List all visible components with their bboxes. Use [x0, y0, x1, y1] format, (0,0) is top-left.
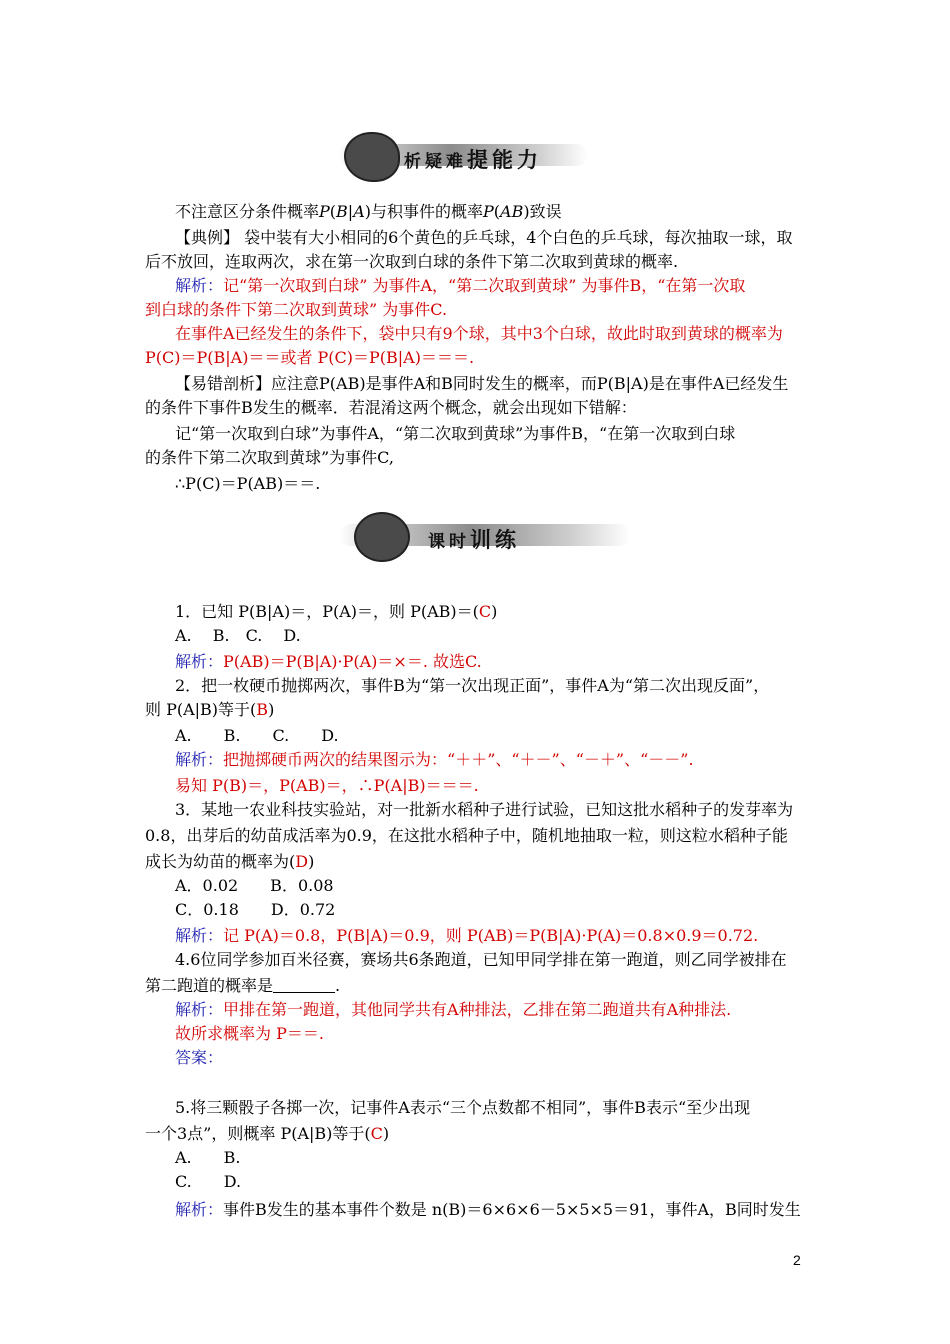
topic-sym: B [336, 202, 348, 221]
question-text: ) [382, 1124, 390, 1143]
question-text: 成长为幼苗的概率为( [145, 852, 296, 871]
question-4-solution-2: 故所求概率为 P＝＝. [175, 1024, 324, 1043]
cyclist-emblem-icon [354, 512, 410, 562]
section-banner-practice [340, 512, 630, 560]
topic-sym: | [347, 202, 354, 221]
page-number: 2 [793, 1252, 801, 1268]
solution-label: 解析： [175, 1000, 224, 1019]
topic-text: 不注意区分条件概率 [175, 202, 320, 221]
question-4-answer-label: 答案： [175, 1048, 224, 1067]
question-2-options: A. B. C. D. [175, 726, 339, 745]
error-analysis-line-2: 的条件下事件B发生的概率．若混淆这两个概念，就会出现如下错解： [145, 398, 637, 417]
solution-label: 解析： [175, 276, 224, 295]
question-text: ) [308, 852, 315, 871]
question-text: 第二跑道的概率是 [145, 976, 274, 995]
answer-letter: B [256, 700, 269, 719]
section-banner-analysis [338, 132, 588, 180]
solution-label: 解析： [175, 750, 224, 769]
answer-blank[interactable] [273, 976, 335, 993]
question-text: 则 P(A|B)等于( [145, 700, 257, 719]
question-4-line-1: 4.6位同学参加百米径赛，赛场共6条跑道，已知甲同学排在第一跑道，则乙同学被排在 [175, 950, 787, 969]
topic-text: )与积事件的概率 [364, 202, 483, 221]
question-5-options-2: C. D. [175, 1172, 242, 1191]
topic-sym: ( [493, 202, 501, 221]
solution-label: 解析： [175, 926, 224, 945]
error-analysis-line-5: ∴P(C)＝P(AB)＝＝. [175, 474, 321, 493]
question-4-solution-1 [175, 998, 731, 1022]
example-line-2: 后不放回，连取两次，求在第一次取到白球的条件下第二次取到黄球的概率. [145, 252, 679, 271]
solution-text: 记“第一次取到白球” 为事件A，“第二次取到黄球” 为事件B，“在第一次取 [223, 276, 746, 295]
topic-sym: P [483, 202, 494, 221]
topic-sym: A [353, 202, 365, 221]
question-5-options-1: A. B. [175, 1148, 241, 1167]
solution-text: 事件B发生的基本事件个数是 n(B)＝6×6×6－5×5×5＝91，事件A，B同时发生 [223, 1200, 801, 1219]
runner-emblem-icon [344, 132, 400, 182]
banner-title [404, 144, 542, 174]
solution-text: 甲排在第一跑道，其他同学共有A种排法，乙排在第二跑道共有A种排法. [223, 1000, 732, 1019]
question-2-solution-2: 易知 P(B)＝，P(AB)＝，∴P(A|B)＝＝＝. [175, 776, 479, 795]
question-2-solution-1 [175, 748, 694, 772]
error-analysis-line-4: 的条件下第二次取到黄球”为事件C, [145, 448, 394, 467]
question-5-line-2 [145, 1122, 389, 1146]
question-text: 1．已知 P(B|A)＝，P(A)＝，则 P(AB)＝( [175, 602, 479, 621]
question-text: . [335, 976, 341, 995]
question-5-solution [175, 1198, 801, 1222]
banner-title-part2: 提能力 [467, 148, 542, 172]
solution-text: 记 P(A)＝0.8，P(B|A)＝0.9，则 P(AB)＝P(B|A)·P(A)＝0.8×0.9＝0.72. [223, 926, 759, 945]
banner-title [428, 524, 520, 554]
solution-line-1 [175, 274, 745, 298]
topic-sym: P [319, 202, 330, 221]
question-1-stem [175, 600, 497, 624]
solution-text: P(AB)＝P(B|A)·P(A)＝×＝. 故选C. [223, 652, 482, 671]
topic-sym: ( [329, 202, 337, 221]
question-3-solution [175, 924, 758, 948]
question-3-options-2: C．0.18 D．0.72 [175, 900, 336, 919]
question-2-line-1: 2．把一枚硬币抛掷两次，事件B为“第一次出现正面”，事件A为“第二次出现反面”， [175, 676, 770, 695]
topic-text: )致误 [523, 202, 562, 221]
question-1-solution [175, 650, 482, 674]
answer-letter: C [478, 602, 492, 621]
question-text: ) [491, 602, 498, 621]
solution-line-3: 在事件A已经发生的条件下，袋中只有9个球，其中3个白球，故此时取到黄球的概率为 [175, 324, 783, 343]
example-line-1: 【典例】 袋中装有大小相同的6个黄色的乒乓球，4个白色的乒乓球，每次抽取一球，取 [175, 228, 793, 247]
solution-label: 解析： [175, 652, 224, 671]
question-3-line-3 [145, 850, 314, 874]
answer-letter: C [370, 1124, 383, 1143]
question-4-line-2 [145, 974, 340, 998]
answer-letter: D [295, 852, 309, 871]
error-analysis-line-3: 记“第一次取到白球”为事件A，“第二次取到黄球”为事件B，“在第一次取到白球 [175, 424, 736, 443]
solution-line-4: P(C)＝P(B|A)＝＝或者 P(C)＝P(B|A)＝＝＝. [145, 348, 475, 367]
question-3-options-1: A．0.02 B．0.08 [175, 876, 334, 895]
banner-title-part1: 课时 [428, 532, 470, 552]
solution-label: 解析： [175, 1200, 224, 1219]
question-2-line-2 [145, 698, 274, 722]
question-3-line-2: 0.8，出芽后的幼苗成活率为0.9，在这批水稻种子中，随机地抽取一粒，则这粒水稻种子能 [145, 826, 788, 845]
banner-title-part1: 析疑难 [404, 152, 467, 172]
topic-heading [175, 200, 562, 224]
question-text: 一个3点”，则概率 P(A|B)等于( [145, 1124, 371, 1143]
question-5-line-1: 5.将三颗骰子各掷一次，记事件A表示“三个点数都不相同”，事件B表示“至少出现 [175, 1098, 751, 1117]
question-3-line-1: 3．某地一农业科技实验站，对一批新水稻种子进行试验，已知这批水稻种子的发芽率为 [175, 800, 794, 819]
topic-sym: AB [500, 202, 524, 221]
question-1-options: A. B. C. D. [175, 626, 301, 645]
error-analysis-line-1: 【易错剖析】应注意P(AB)是事件A和B同时发生的概率，而P(B|A)是在事件A已经发生 [175, 374, 789, 393]
banner-title-part2: 训练 [470, 528, 520, 552]
solution-text: 把抛掷硬币两次的结果图示为：“＋＋”、“＋－”、“－＋”、“－－”. [223, 750, 694, 769]
question-text: ) [268, 700, 275, 719]
solution-line-2: 到白球的条件下第二次取到黄球” 为事件C. [145, 300, 448, 319]
